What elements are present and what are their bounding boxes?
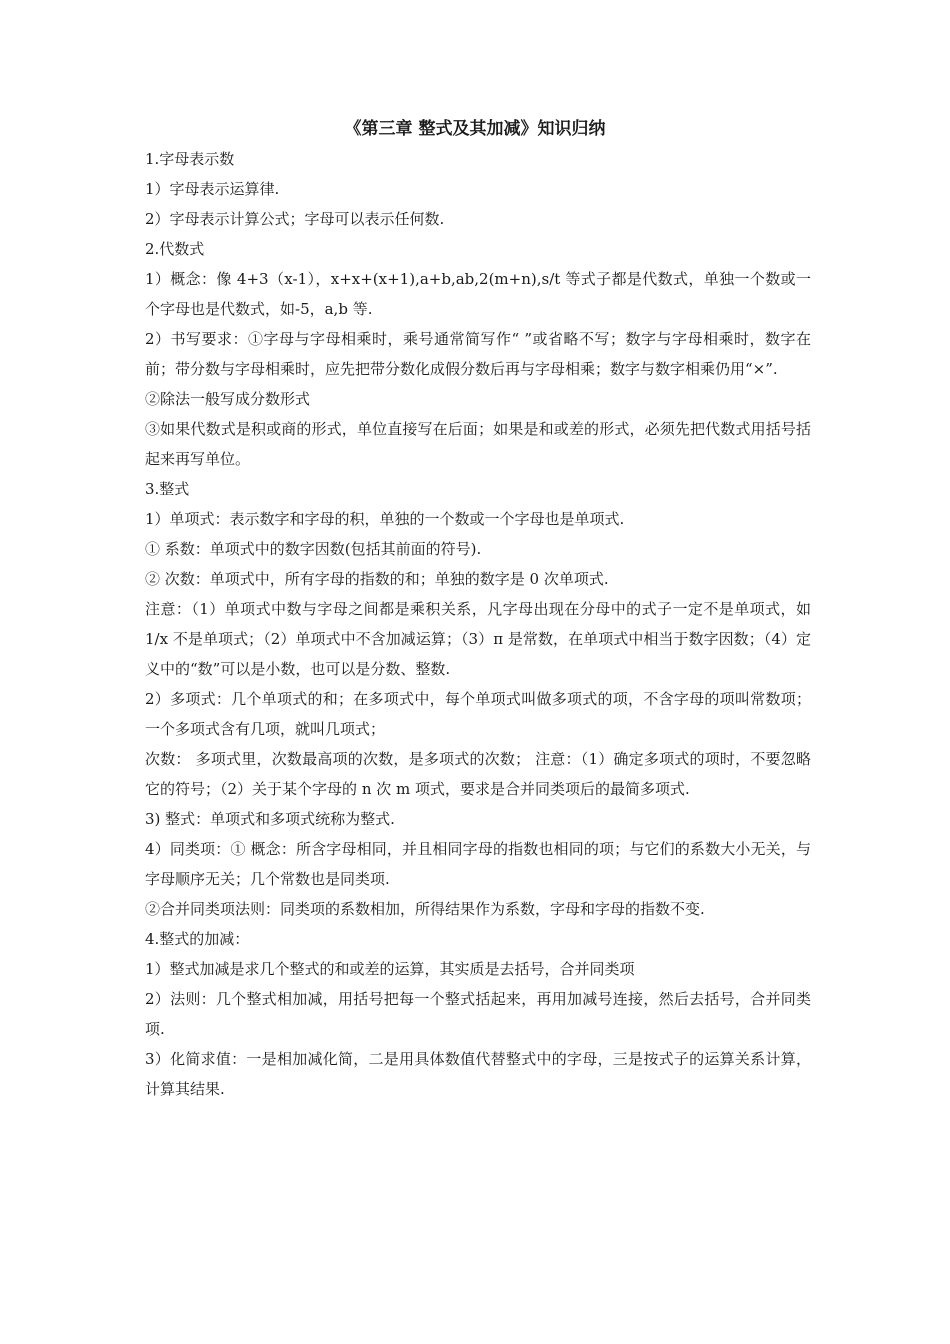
paragraph: ②合并同类项法则：同类项的系数相加，所得结果作为系数，字母和字母的指数不变. [145,900,705,918]
paragraph: 1）整式加减是求几个整式的和或差的运算，其实质是去括号，合并同类项 [145,960,635,978]
document-body [145,144,811,1104]
section-heading-algebraic-expression: 2.代数式 [145,240,205,258]
paragraph: ② 次数：单项式中，所有字母的指数的和；单独的数字是 0 次单项式. [145,570,609,588]
paragraph: ③如果代数式是积或商的形式，单位直接写在后面；如果是和或差的形式，必须先把代数式用括号括起来再写单位。 [145,420,811,468]
paragraph: 1）概念：像 4+3（x-1），x+x+(x+1),a+b,ab,2(m+n),s/t 等式子都是代数式，单独一个数或一个字母也是代数式，如-5，a,b 等. [145,270,811,318]
paragraph: ① 系数：单项式中的数字因数(包括其前面的符号). [145,540,482,558]
paragraph: 1）字母表示运算律. [145,180,280,198]
section-heading-addition-subtraction: 4.整式的加减： [145,930,250,948]
paragraph: 1）单项式：表示数字和字母的积，单独的一个数或一个字母也是单项式. [145,510,625,528]
paragraph: 2）多项式：几个单项式的和；在多项式中，每个单项式叫做多项式的项，不含字母的项叫常数项；一个多项式含有几项，就叫几项式； [145,690,811,738]
paragraph: ②除法一般写成分数形式 [145,390,311,408]
paragraph: 3) 整式：单项式和多项式统称为整式. [145,810,395,828]
paragraph: 2）字母表示计算公式；字母可以表示任何数. [145,210,445,228]
paragraph: 3）化简求值：一是相加减化简，二是用具体数值代替整式中的字母，三是按式子的运算关系计算，计算其结果. [145,1050,811,1098]
section-heading-letters: 1.字母表示数 [145,150,235,168]
section-heading-polynomial: 3.整式 [145,480,190,498]
paragraph: 4）同类项：① 概念：所含字母相同，并且相同字母的指数也相同的项；与它们的系数大小无关，与字母顺序无关；几个常数也是同类项. [145,840,811,888]
document-title: 《第三章 整式及其加减》知识归纳 [344,119,606,139]
paragraph: 2）法则：几个整式相加减，用括号把每一个整式括起来，再用加减号连接，然后去括号，合并同类项. [145,990,811,1038]
paragraph: 注意：（1）单项式中数与字母之间都是乘积关系，凡字母出现在分母中的式子一定不是单项式，如 1/x 不是单项式；（2）单项式中不含加减运算；（3）π 是常数，在单项式中相当于数字因数；（4）定义中的“数”可以是小数，也可以是分数、整数. [145,600,811,678]
paragraph: 次数： 多项式里，次数最高项的次数，是多项式的次数； 注意：（1）确定多项式的项时，不要忽略它的符号；（2）关于某个字母的 n 次 m 项式，要求是合并同类项后的最简多项式. [145,750,811,798]
paragraph: 2）书写要求：①字母与字母相乘时，乘号通常简写作“ ”或省略不写；数字与字母相乘时，数字在前；带分数与字母相乘时，应先把带分数化成假分数后再与字母相乘；数字与数字相乘仍用“×”. [145,330,811,378]
